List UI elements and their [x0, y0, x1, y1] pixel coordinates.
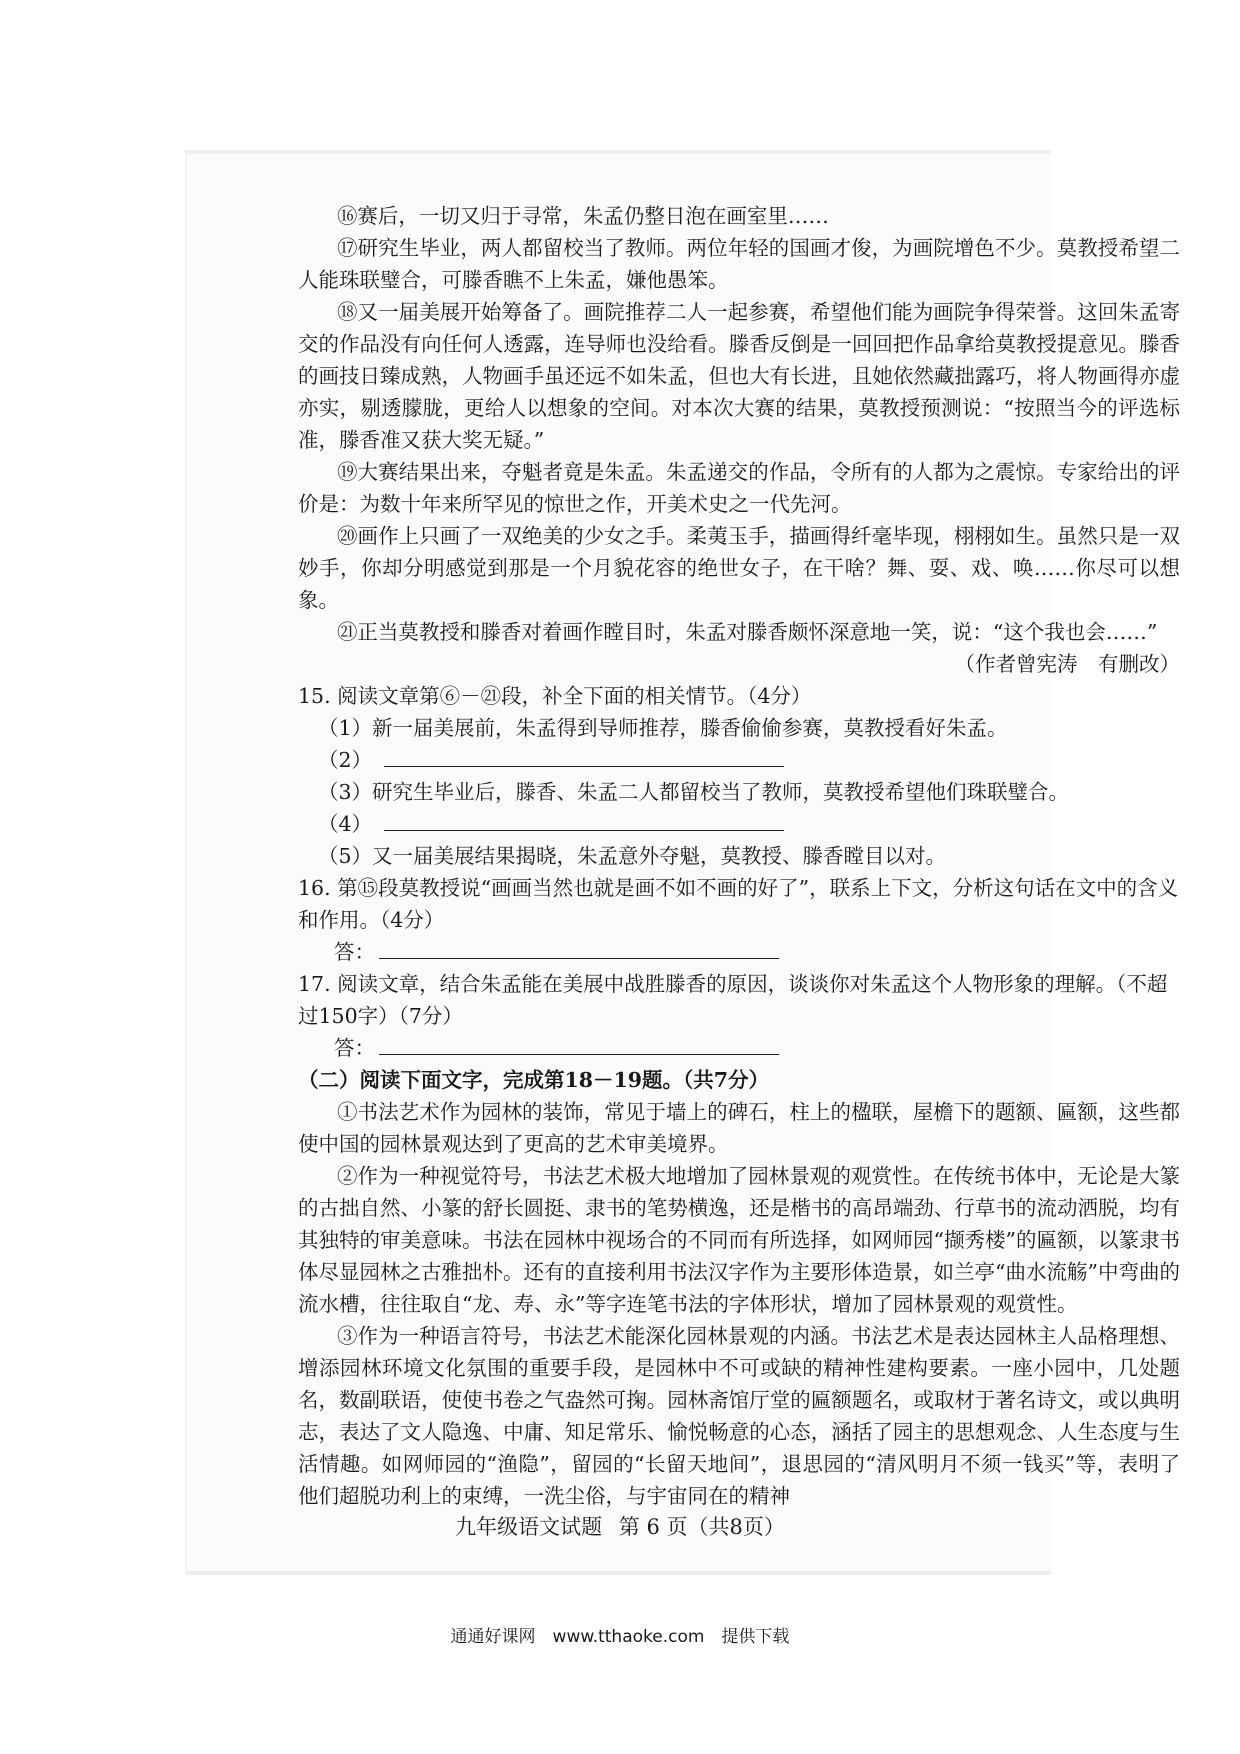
section-2-heading: （二）阅读下面文字，完成第18－19题。（共7分） — [298, 1068, 770, 1092]
question-16: 16. 第⑮段莫教授说“画画当然也就是画不如不画的好了”，联系上下文，分析这句话在文中的含义和作用。（4分） — [298, 876, 1179, 932]
q16-answer-line[interactable] — [379, 938, 779, 959]
question-15: 15. 阅读文章第⑥－㉑段，补全下面的相关情节。（4分） — [298, 684, 812, 708]
q15-item-1: （1）新一届美展前，朱孟得到导师推荐，滕香偷偷参赛，莫教授看好朱孟。 — [318, 716, 1008, 740]
paragraph-16: ⑯赛后，一切又归于寻常，朱孟仍整日泡在画室里…… — [336, 204, 829, 228]
q17-answer-line[interactable] — [379, 1034, 779, 1055]
document-body — [298, 200, 1180, 1512]
q15-blank-4[interactable] — [384, 810, 784, 831]
download-credit: 通通好课网 www.tthaoke.com 提供下载 — [450, 1627, 790, 1647]
paragraph-17: ⑰研究生毕业，两人都留校当了教师。两位年轻的国画才俊，为画院增色不少。莫教授希望二人能珠联璧合，可滕香瞧不上朱孟，嫌他愚笨。 — [298, 236, 1180, 292]
paragraph-18: ⑱又一届美展开始筹备了。画院推荐二人一起参赛，希望他们能为画院争得荣誉。这回朱孟寄交的作品没有向任何人透露，连导师也没给看。滕香反倒是一回回把作品拿给莫教授提意见。滕香的画技日臻成熟，人物画手虽还远不如朱孟，但也大有长进，且她依然藏拙露巧，将人物画得亦虚亦实，剔透朦胧，更给人以想象的空间。对本次大赛的结果，莫教授预测说：“按照当今的评选标准，滕香准又获大奖无疑。” — [298, 300, 1180, 452]
paragraph-21: ㉑正当莫教授和滕香对着画作瞠目时，朱孟对滕香颇怀深意地一笑，说：“这个我也会……” — [336, 620, 1158, 644]
section-2-paragraph-1: ①书法艺术作为园林的装饰，常见于墙上的碑石，柱上的楹联，屋檐下的题额、匾额，这些都使中国的园林景观达到了更高的艺术审美境界。 — [298, 1100, 1180, 1156]
q15-item-2: （2） — [318, 744, 1180, 776]
question-17: 17. 阅读文章，结合朱孟能在美展中战胜滕香的原因，谈谈你对朱孟这个人物形象的理解。（不超过150字）（7分） — [298, 972, 1168, 1028]
q15-blank-2[interactable] — [384, 746, 784, 767]
source-credit: （作者曾宪涛 有删改） — [954, 652, 1180, 676]
q15-item-3: （3）研究生毕业后，滕香、朱孟二人都留校当了教师，莫教授希望他们珠联璧合。 — [318, 780, 1070, 804]
q15-item-4: （4） — [318, 808, 1180, 840]
paragraph-20: ⑳画作上只画了一双绝美的少女之手。柔荑玉手，描画得纤毫毕现，栩栩如生。虽然只是一双妙手，你却分明感觉到那是一个月貌花容的绝世女子，在干啥？舞、耍、戏、唤……你尽可以想象。 — [298, 524, 1180, 612]
q16-answer: 答： — [334, 936, 1180, 968]
section-2-paragraph-3: ③作为一种语言符号，书法艺术能深化园林景观的内涵。书法艺术是表达园林主人品格理想、增添园林环境文化氛围的重要手段，是园林中不可或缺的精神性建构要素。一座小园中，几处题名，数副联语，使使书卷之气盎然可掬。园林斋馆厅堂的匾额题名，或取材于著名诗文，或以典明志，表达了文人隐逸、中庸、知足常乐、愉悦畅意的心态，涵括了园主的思想观念、人生态度与生活情趣。如网师园的“渔隐”，留园的“长留天地间”，退思园的“清风明月不须一钱买”等，表明了他们超脱功利上的束缚，一洗尘俗，与宇宙同在的精神 — [298, 1324, 1180, 1508]
footer-page-number: 第 6 页（共8页） — [618, 1515, 785, 1539]
q15-item-5: （5）又一届美展结果揭晓，朱孟意外夺魁，莫教授、滕香瞠目以对。 — [318, 844, 947, 868]
page-footer — [0, 1511, 1240, 1541]
paragraph-19: ⑲大赛结果出来，夺魁者竟是朱孟。朱孟递交的作品，令所有的人都为之震惊。专家给出的评价是：为数十年来所罕见的惊世之作，开美术史之一代先河。 — [298, 460, 1180, 516]
section-2-paragraph-2: ②作为一种视觉符号，书法艺术极大地增加了园林景观的观赏性。在传统书体中，无论是大篆的古拙自然、小篆的舒长圆挺、隶书的笔势横逸，还是楷书的高昂端劲、行草书的流动洒脱，均有其独特的审美意味。书法在园林中视场合的不同而有所选择，如网师园“撷秀楼”的匾额，以篆隶书体尽显园林之古雅拙朴。还有的直接利用书法汉字作为主要形体造景，如兰亭“曲水流觞”中弯曲的流水槽，往往取自“龙、寿、永”等字连笔书法的字体形状，增加了园林景观的观赏性。 — [298, 1164, 1180, 1316]
footer-title: 九年级语文试题 — [455, 1515, 603, 1539]
q17-answer: 答： — [334, 1032, 1180, 1064]
